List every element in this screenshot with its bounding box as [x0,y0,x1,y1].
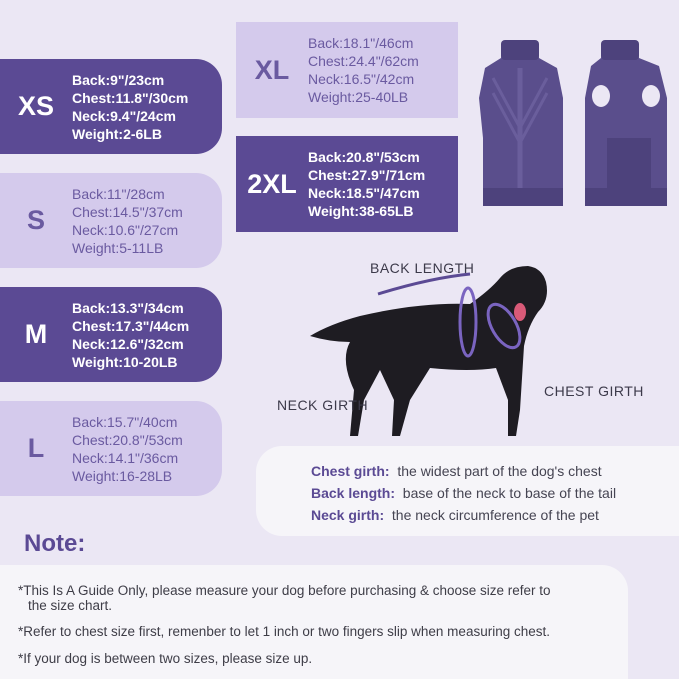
size-specs [72,413,183,485]
spec-back: Back:15.7"/40cm [72,413,178,430]
spec-weight: Weight:16-28LB [72,467,173,484]
spec-neck: Neck:14.1"/36cm [72,449,179,466]
size-specs [72,299,189,371]
legend-term: Back length: [311,485,396,501]
legend-chest [311,463,602,479]
note-line-2: *Refer to chest size first, remenber to let 1 inch or two fingers slip when measuring chest. [18,624,550,639]
note-title: Note: [24,530,86,557]
sweater-back [585,40,667,206]
spec-back: Back:20.8"/53cm [308,149,420,165]
spec-back: Back:13.3"/34cm [72,299,184,316]
spec-neck: Neck:18.5"/47cm [308,185,420,201]
spec-chest: Chest:20.8"/53cm [72,431,183,448]
chest-girth-label: CHEST GIRTH [544,383,644,399]
size-label: XS [17,91,55,121]
note-line-1: *This Is A Guide Only, please measure your dog before purchasing & choose size refer to [18,583,551,598]
spec-chest: Chest:17.3"/44cm [72,317,190,334]
size-specs [72,185,183,257]
legend-term: Chest girth: [311,463,390,479]
spec-neck: Neck:9.4"/24cm [72,107,176,124]
size-label: M [24,319,48,349]
spec-back: Back:18.1"/46cm [308,35,414,51]
measurement-legend [256,446,679,536]
legend-desc: the neck circumference of the pet [391,507,599,523]
spec-chest: Chest:11.8"/30cm [72,89,189,106]
note-line-1b: the size chart. [28,598,113,613]
legend-term: Neck girth: [311,507,385,523]
spec-chest: Chest:24.4"/62cm [308,53,419,69]
spec-chest: Chest:14.5"/37cm [72,203,183,220]
size-specs [72,71,188,143]
sweater-front [479,40,563,206]
spec-back: Back:9"/23cm [72,71,165,88]
size-row-m [0,287,222,382]
legend-neck [311,507,599,523]
back-length-line [378,274,470,294]
legend-back [311,485,616,501]
sweater-images [475,38,671,210]
size-specs [308,148,425,220]
size-row-l [0,401,222,496]
size-row-xs [0,59,222,154]
legend-desc: the widest part of the dog's chest [397,463,602,479]
size-label: 2XL [247,168,297,199]
spec-weight: Weight:5-11LB [72,239,164,256]
size-row-s [0,173,222,268]
size-card-xl [236,22,458,118]
size-label: XL [254,54,290,85]
size-label: S [26,205,45,235]
spec-weight: Weight:2-6LB [72,125,162,142]
spec-weight: Weight:10-20LB [72,353,178,370]
neck-girth-label: NECK GIRTH [277,397,369,413]
size-specs [308,34,419,106]
size-card-2xl [236,136,458,232]
spec-neck: Neck:10.6"/27cm [72,221,179,238]
spec-weight: Weight:38-65LB [308,203,414,219]
size-label: L [27,433,45,463]
spec-weight: Weight:25-40LB [308,89,409,105]
note-panel [0,565,628,679]
back-length-label: BACK LENGTH [370,260,475,276]
spec-neck: Neck:12.6"/32cm [72,335,184,352]
spec-neck: Neck:16.5"/42cm [308,71,415,87]
spec-chest: Chest:27.9"/71cm [308,167,426,183]
note-line-3: *If your dog is between two sizes, please size up. [18,651,313,666]
spec-back: Back:11"/28cm [72,185,165,202]
dog-measurement-diagram [270,250,670,450]
legend-desc: base of the neck to base of the tail [402,485,617,501]
